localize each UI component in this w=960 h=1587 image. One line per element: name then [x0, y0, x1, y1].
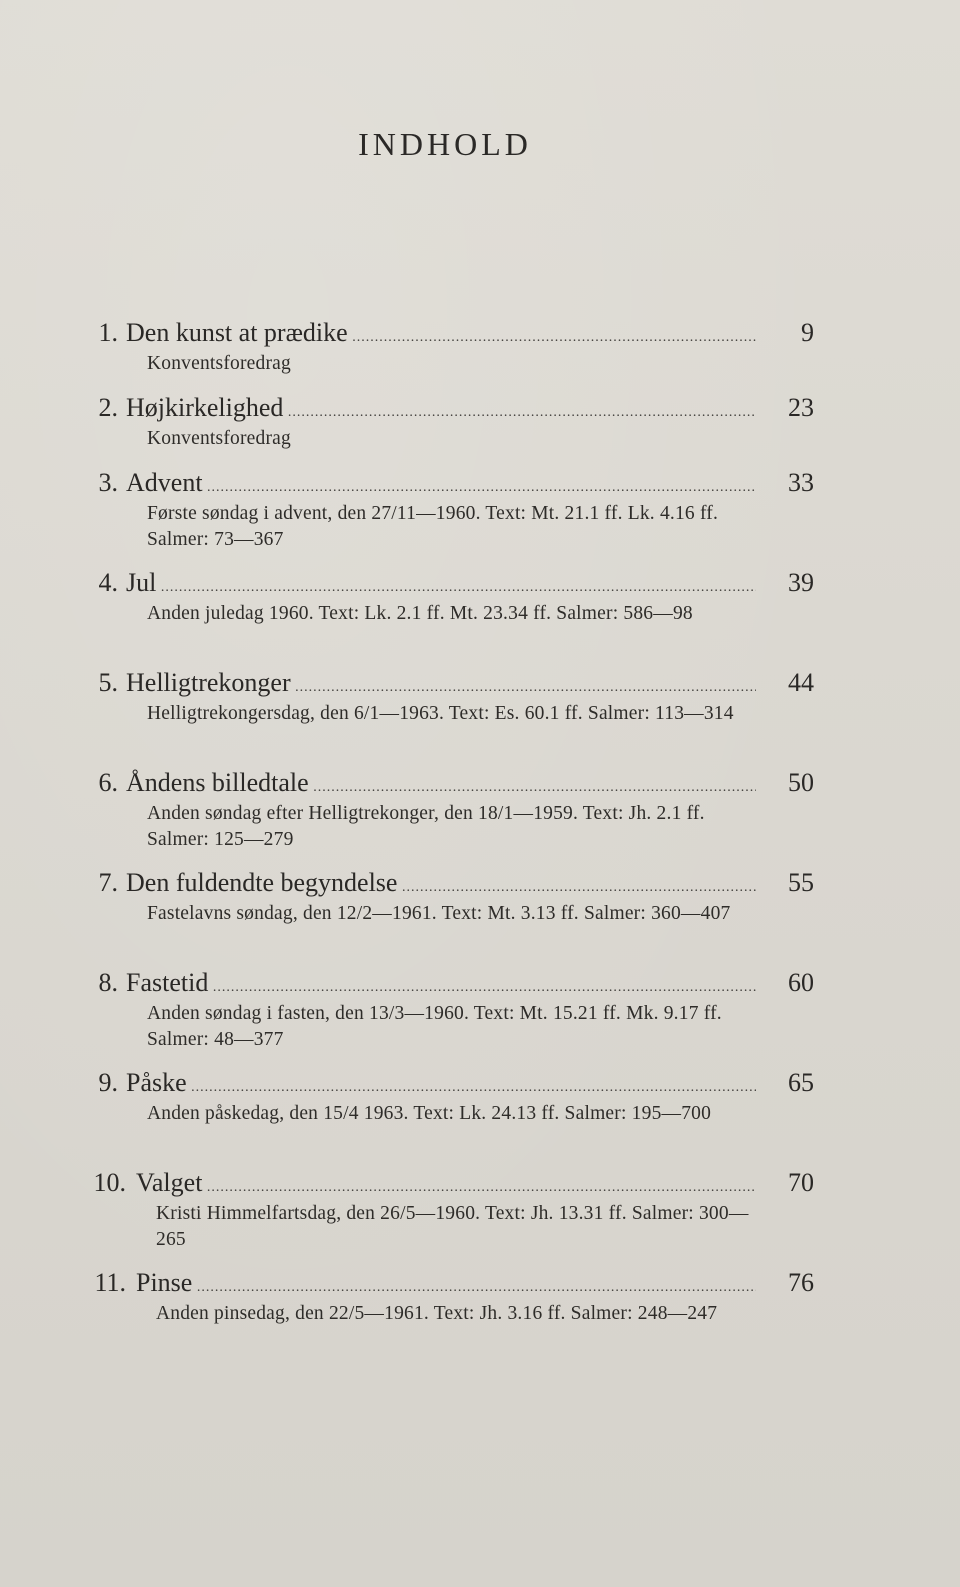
toc-entry-heading	[84, 766, 814, 800]
toc-entry-page: 44	[788, 668, 814, 697]
toc-entry-title-leader	[126, 566, 756, 600]
toc-entry	[84, 316, 814, 391]
toc-entry-title-leader	[126, 466, 756, 500]
toc-entry-subtitle: Konventsforedrag	[147, 353, 291, 374]
toc-entry-title-leader	[126, 666, 756, 700]
toc-entry-subtitle: Første søndag i advent, den 27/11—1960. Text: Mt. 21.1 ff. Lk. 4.16 ff. Salmer: 73—367	[147, 503, 719, 550]
toc-entry-title: Valget	[136, 1168, 203, 1197]
toc-entry	[84, 666, 814, 766]
toc-entry-page: 55	[788, 868, 814, 897]
toc-entry-title: Pinse	[136, 1268, 193, 1297]
toc-entry-title-leader	[136, 1166, 756, 1200]
toc-entry-page: 33	[788, 468, 814, 497]
toc-entry-number: 2.	[98, 393, 118, 422]
toc-entry-subtitle: Fastelavns søndag, den 12/2—1961. Text: Mt. 3.13 ff. Salmer: 360—407	[147, 903, 731, 924]
toc-entry-subtitle: Helligtrekongersdag, den 6/1—1963. Text: Es. 60.1 ff. Salmer: 113—314	[147, 703, 734, 724]
toc-entry	[84, 866, 814, 966]
toc-entry-page: 50	[788, 768, 814, 797]
toc-entry-heading	[84, 466, 814, 500]
toc-entry-heading	[84, 1166, 814, 1200]
toc-entry	[84, 766, 814, 866]
toc-entry-number: 5.	[98, 668, 118, 697]
toc-entry-subtitle: Anden juledag 1960. Text: Lk. 2.1 ff. Mt. 23.34 ff. Salmer: 586—98	[147, 603, 693, 624]
toc-entry-subtitle: Anden pinsedag, den 22/5—1961. Text: Jh. 3.16 ff. Salmer: 248—247	[156, 1303, 718, 1324]
toc-entry-subtitle: Kristi Himmelfartsdag, den 26/5—1960. Text: Jh. 13.31 ff. Salmer: 300—265	[156, 1203, 749, 1250]
toc-entry-page: 23	[788, 393, 814, 422]
toc-entry	[84, 566, 814, 666]
toc-entry-number: 1.	[98, 318, 118, 347]
toc-entry-subtitle: Anden søndag i fasten, den 13/3—1960. Text: Mt. 15.21 ff. Mk. 9.17 ff. Salmer: 48—377	[147, 1003, 722, 1050]
toc-entry-heading	[84, 316, 814, 350]
toc-entry-title: Den kunst at prædike	[126, 318, 348, 347]
toc-entry-subtitle: Anden søndag efter Helligtrekonger, den 18/1—1959. Text: Jh. 2.1 ff. Salmer: 125—279	[147, 803, 705, 850]
toc-entry-number: 6.	[98, 768, 118, 797]
toc-entry-subtitle: Konventsforedrag	[147, 428, 291, 449]
toc-entry-number: 8.	[98, 968, 118, 997]
toc-entry-number: 9.	[98, 1068, 118, 1097]
toc-entry	[84, 966, 814, 1066]
toc-entry-number: 11.	[94, 1268, 126, 1297]
toc-entry-number: 10.	[93, 1168, 126, 1197]
toc-entry	[84, 391, 814, 466]
toc-entry-title: Advent	[126, 468, 203, 497]
toc-entry-heading	[84, 566, 814, 600]
toc-entry-title: Jul	[126, 568, 157, 597]
table-of-contents	[84, 316, 814, 1366]
toc-entry-heading	[84, 666, 814, 700]
toc-entry-page: 65	[788, 1068, 814, 1097]
toc-entry-subtitle: Anden påskedag, den 15/4 1963. Text: Lk. 24.13 ff. Salmer: 195—700	[147, 1103, 712, 1124]
toc-entry-heading	[84, 391, 814, 425]
toc-entry-title-leader	[126, 866, 756, 900]
toc-entry-page: 39	[788, 568, 814, 597]
toc-entry-heading	[84, 1266, 814, 1300]
toc-entry	[84, 1066, 814, 1166]
toc-entry-number: 7.	[98, 868, 118, 897]
toc-entry-page: 76	[788, 1268, 814, 1297]
toc-entry-title: Højkirkelighed	[126, 393, 284, 422]
toc-entry-title-leader	[126, 316, 756, 350]
toc-entry-page: 9	[801, 318, 814, 347]
toc-entry-title-leader	[136, 1266, 756, 1300]
toc-entry-title-leader	[126, 391, 756, 425]
toc-entry	[84, 1166, 814, 1266]
toc-entry-heading	[84, 1066, 814, 1100]
toc-entry	[84, 466, 814, 566]
toc-entry-title-leader	[126, 766, 756, 800]
toc-entry-number: 3.	[98, 468, 118, 497]
toc-entry-title-leader	[126, 966, 756, 1000]
toc-entry-heading	[84, 966, 814, 1000]
toc-entry-page: 70	[788, 1168, 814, 1197]
toc-entry-title-leader	[126, 1066, 756, 1100]
toc-entry-title: Påske	[126, 1068, 187, 1097]
page-title: INDHOLD	[358, 126, 532, 162]
toc-entry-number: 4.	[98, 568, 118, 597]
toc-entry-title: Den fuldendte begyndelse	[126, 868, 398, 897]
toc-entry	[84, 1266, 814, 1366]
toc-entry-title: Fastetid	[126, 968, 209, 997]
toc-entry-title: Helligtrekonger	[126, 668, 291, 697]
toc-entry-title: Åndens billedtale	[126, 768, 309, 797]
toc-entry-heading	[84, 866, 814, 900]
toc-entry-page: 60	[788, 968, 814, 997]
